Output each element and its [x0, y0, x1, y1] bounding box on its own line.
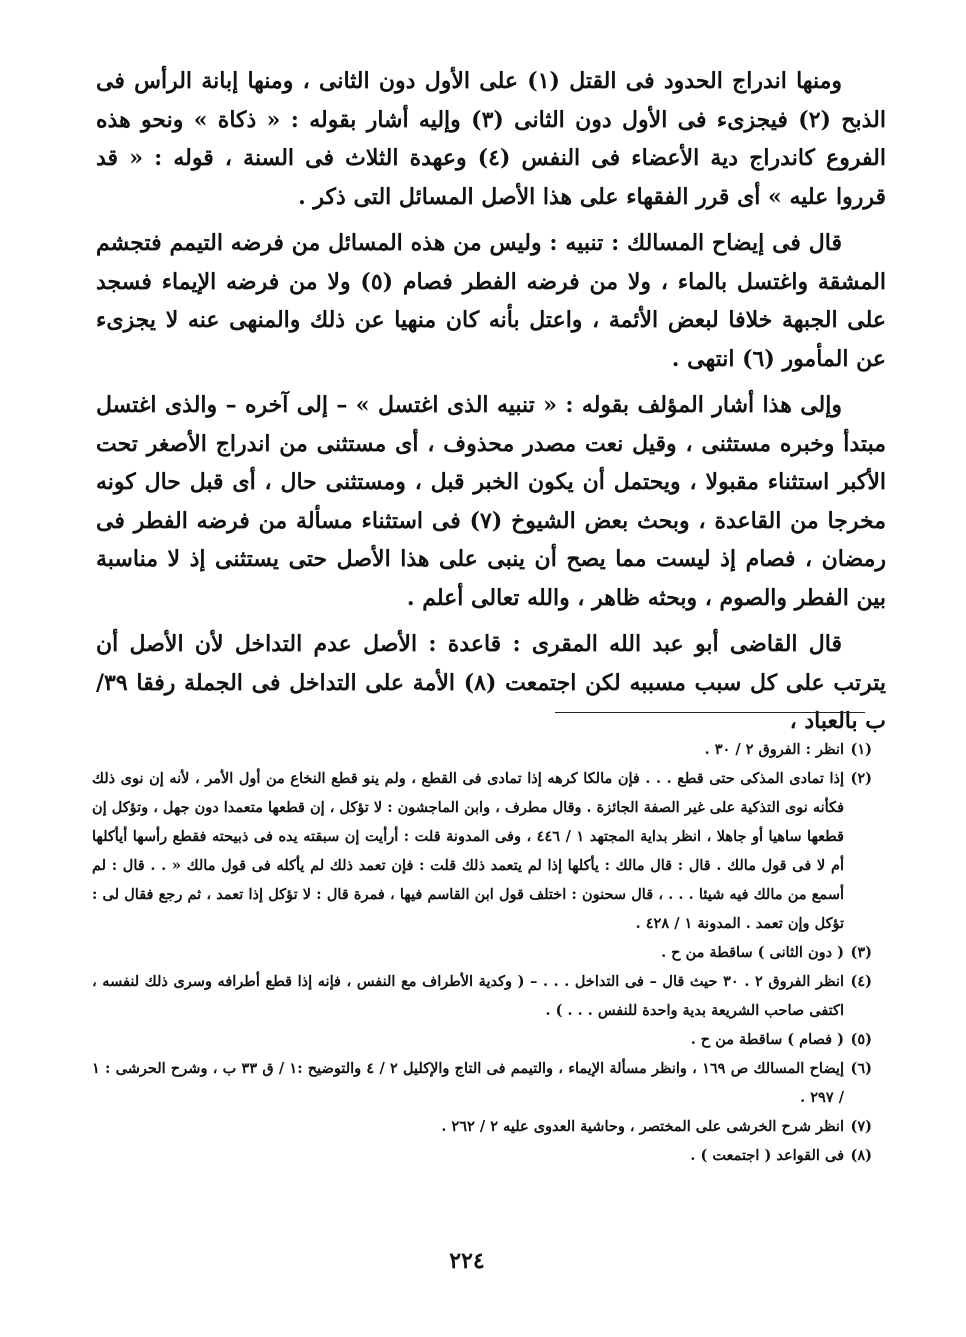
paragraph: قال فى إيضاح المسالك : تنبيه : وليس من هذه المسائل من فرضه التيمم فتجشم المشقة واغتسل بالماء ، ولا من فرضه الفطر فصام (٥) ولا من فرضه الإيماء فسجد على الجبهة خلافا لبعض الأئمة ، واعتل بأنه كان منهيا عن ذلك والمنهى عنه لا يجزىء عن المأمور (٦) انتهى . — [96, 230, 886, 372]
footnote-text: ( فصام ) ساقطة من ح . — [690, 1031, 844, 1048]
footnote — [92, 735, 872, 764]
footnote-separator — [555, 712, 865, 713]
footnote-number: (١) — [850, 741, 872, 758]
footnote-number: (٣) — [850, 944, 872, 961]
footnote-number: (٤) — [850, 973, 872, 990]
footnote — [92, 1112, 872, 1141]
page-number: ٢٢٤ — [449, 1248, 485, 1274]
paragraph: وإلى هذا أشار المؤلف بقوله : « تنبيه الذى اغتسل » – إلى آخره – والذى اغتسل مبتدأ وخبره مستثنى ، وقيل نعت مصدر محذوف ، أى مستثنى من اندراج الأصغر تحت الأكبر استثناء مقبولا ، ويحتمل أن يكون الخبر قبل ، ومستثنى حال ، أى قبل حال كونه مخرجا من القاعدة ، وبحث بعض الشيوخ (٧) فى استثناء مسألة من فرضه الفطر فى رمضان ، فصام إذ ليست مما يصح أن ينبى على هذا الأصل حتى يستثنى إذ لا مناسبة بين الفطر والصوم ، وبحثه ظاهر ، والله تعالى أعلم . — [96, 392, 886, 611]
main-text-body — [96, 62, 886, 741]
footnote — [92, 1054, 872, 1112]
footnote-text: انظر شرح الخرشى على المختصر ، وحاشية العدوى عليه ٢ / ٢٦٢ . — [441, 1118, 844, 1135]
footnote — [92, 967, 872, 1025]
footnote-text: إذا تمادى المذكى حتى قطع . . . فإن مالكا كرهه إذا تمادى فى القطع ، ولم ينو قطع النخاع من أول الأمر ، لأنه إن نوى ذلك فكأنه نوى التذكية على غير الصفة الجائزة . وقال مطرف ، وابن الماجشون : لا تؤكل ، إن قطعها متعمدا دون جهل ، وتؤكل إن قطعها ساهيا أو جاهلا ، انظر بداية المجتهد ١ / ٤٤٦ ، وفى المدونة قلت : أرأيت إن سبقته يده فى ذبيحته فقطع رأسها أيأكلها أم لا فى قول مالك . قال : قال مالك : يأكلها إذا لم يتعمد ذلك قلت : فإن تعمد ذلك لم يأكله فى قول مالك « . . قال : لم أسمع من مالك فيه شيئا . . . ، قال سحنون : اختلف قول ابن القاسم فيها ، فمرة قال : لا تؤكل إذا تعمد ، ثم رجع فقال لى : تؤكل وإن تعمد . المدونة ١ / ٤٢٨ . — [92, 770, 844, 932]
footnotes-section — [92, 735, 872, 1170]
footnote-number: (٦) — [850, 1060, 872, 1077]
paragraph: ومنها اندراج الحدود فى القتل (١) على الأول دون الثانى ، ومنها إبانة الرأس فى الذبح (٢) فيجزىء فى الأول دون الثانى (٣) وإليه أشار بقوله : « ذكاة » ونحو هذه الفروع كاندراج دية الأعضاء فى النفس (٤) وعهدة الثلاث فى السنة ، قوله : « قد قرروا عليه » أى قرر الفقهاء على هذا الأصل المسائل التى ذكر . — [96, 68, 886, 210]
footnote-text: انظر الفروق ٢ . ٣٠ حيث قال – فى التداخل . . . – ( وكدية الأطراف مع النفس ، فإنه إذا قطع أطرافه وسرى ذلك لنفسه ، اكتفى صاحب الشريعة بدية واحدة للنفس . . . ) . — [92, 973, 844, 1019]
footnote-number: (٥) — [850, 1031, 872, 1048]
footnote-number: (٨) — [850, 1147, 872, 1164]
footnote-text: ( دون الثانى ) ساقطة من ح . — [661, 944, 844, 961]
footnote-text: فى القواعد ( اجتمعت ) . — [690, 1147, 844, 1164]
paragraph: قال القاضى أبو عبد الله المقرى : قاعدة : الأصل عدم التداخل لأن الأصل أن يترتب على كل سبب مسببه لكن اجتمعت (٨) الأمة على التداخل فى الجملة رفقا ٣٩/ب بالعباد ، — [96, 631, 886, 734]
footnote-text: انظر : الفروق ٢ / ٣٠ . — [704, 741, 844, 758]
footnote-text: إيضاح المسالك ص ١٦٩ ، وانظر مسألة الإيماء ، والتيمم فى التاج والإكليل ٢ / ٤ والتوضيح :١ / ق ٣٣ ب ، وشرح الحرشى : ١ / ٢٩٧ . — [92, 1060, 844, 1106]
footnote-number: (٧) — [850, 1118, 872, 1135]
footnote-number: (٢) — [850, 770, 872, 787]
footnote — [92, 764, 872, 938]
footnote — [92, 1141, 872, 1170]
footnote — [92, 938, 872, 967]
footnote — [92, 1025, 872, 1054]
